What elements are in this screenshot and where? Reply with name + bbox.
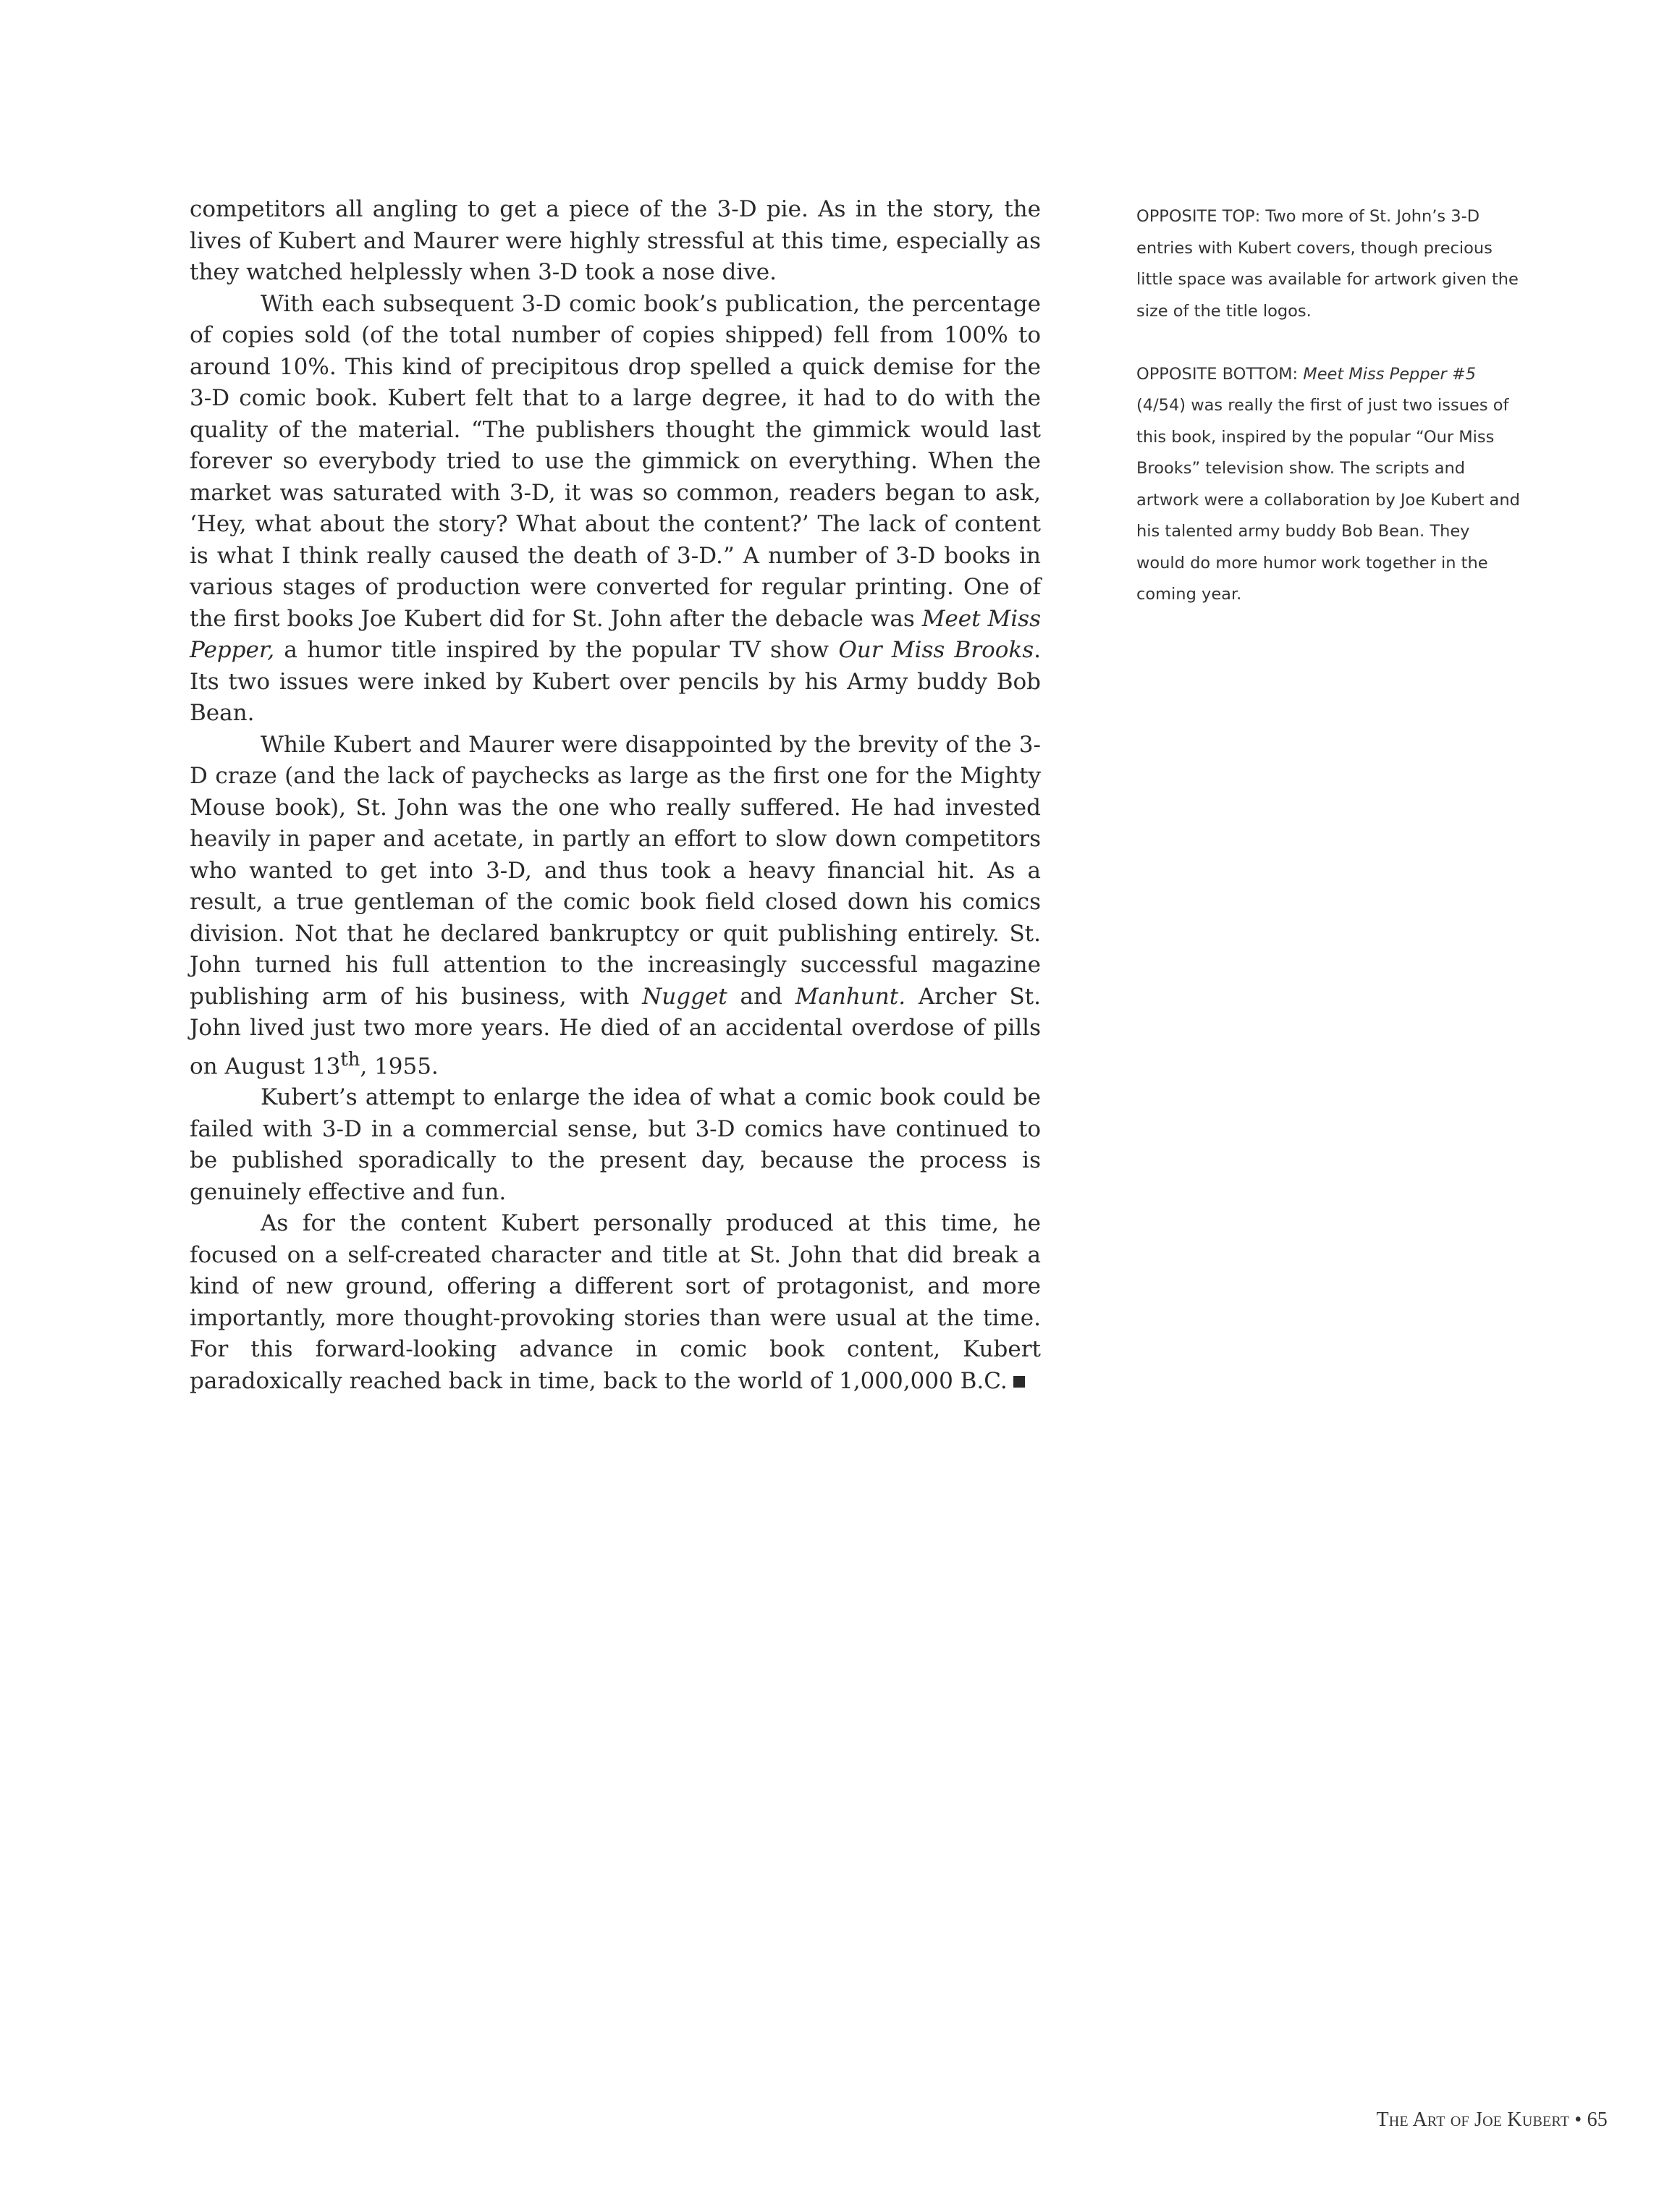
paragraph-3-text-d: , 1955. bbox=[360, 1052, 439, 1079]
main-article-text bbox=[190, 194, 1041, 1397]
running-footer-title: The Art of Joe Kubert bbox=[1376, 2108, 1570, 2131]
ordinal-superscript: th bbox=[340, 1048, 360, 1071]
footer-separator: • bbox=[1569, 2108, 1587, 2131]
paragraph-2-text-c: . Its two issues were inked by Kubert over pencils by his Army buddy Bob Bean. bbox=[190, 637, 1041, 726]
paragraph-2-text-b: a humor title inspired by the popular TV show bbox=[274, 637, 839, 663]
paragraph-3-text-a: While Kubert and Maurer were disappointed by the brevity of the 3-D craze (and the lack of paychecks as large as the first one for the Mighty Mouse book), St. John was the one who really suffered. He had invested heavily in paper and acetate, in partly an effort to slow down competitors who wanted to get into 3-D, and thus took a heavy financial hit. As a result, a true gentleman of the comic book field closed down his comics division. Not that he declared bankruptcy or quit publishing entirely. St. John turned his full attention to the increasingly successful magazine publishing arm of his business, with bbox=[190, 731, 1041, 1010]
paragraph-2-text-a: With each subsequent 3-D comic book’s publication, the percentage of copies sold (of the total number of copies shipped) fell from 100% to around 10%. This kind of precipitous drop spelled a quick demise for the 3-D comic book. Kubert felt that to a large degree, it had to do with the quality of the material. “The publishers thought the gimmick would last forever so everybody tried to use the gimmick on everything. When the market was saturated with 3-D, it was so common, readers began to ask, ‘Hey, what about the story? What about the content?’ The lack of content is what I think really caused the death of 3-D.” A number of 3-D books in various stages of production were converted for regular printing. One of the first books Joe Kubert did for St. John after the debacle was bbox=[190, 290, 1041, 632]
title-manhunt: Manhunt. bbox=[795, 983, 906, 1010]
paragraph-3 bbox=[190, 730, 1041, 1083]
paragraph-4 bbox=[190, 1082, 1041, 1208]
title-our-miss-brooks: Our Miss Brooks bbox=[838, 637, 1034, 663]
title-nugget: Nugget bbox=[642, 983, 727, 1010]
paragraph-5 bbox=[190, 1208, 1041, 1397]
page-footer bbox=[1376, 2108, 1608, 2132]
end-of-article-square-icon bbox=[1013, 1376, 1025, 1388]
paragraph-1 bbox=[190, 194, 1041, 289]
caption-opposite-bottom-text: (4/54) was really the first of just two issues of this book, inspired by the popular “Our Miss Brooks” television show. The scripts and artwork were a collaboration by Joe Kubert and his talented army buddy Bob Bean. They would do more humor work together in the coming year. bbox=[1136, 396, 1520, 604]
title-meet-miss-pepper: Meet Miss Pepper, bbox=[190, 605, 1041, 663]
caption-opposite-top bbox=[1136, 201, 1520, 327]
caption-opposite-bottom-label: OPPOSITE BOTTOM: bbox=[1136, 364, 1304, 384]
caption-sidebar bbox=[1136, 201, 1520, 642]
paragraph-4-text: Kubert’s attempt to enlarge the idea of what a comic book could be failed with 3-D in a commercial sense, but 3-D comics have continued to be published sporadically to the present day, because the process is genuinely effective and fun. bbox=[190, 1084, 1041, 1205]
caption-title-meet-miss-pepper: Meet Miss Pepper #5 bbox=[1303, 364, 1477, 384]
paragraph-3-text-c: Archer St. John lived just two more years. He died of an accidental overdose of pills on August 13 bbox=[190, 983, 1041, 1079]
page-number: 65 bbox=[1587, 2108, 1608, 2131]
caption-opposite-top-text: OPPOSITE TOP: Two more of St. John’s 3-D entries with Kubert covers, though precious little space was available for artwork given the size of the title logos. bbox=[1136, 207, 1519, 321]
paragraph-3-text-b: and bbox=[727, 983, 795, 1010]
paragraph-1-text: competitors all angling to get a piece of the 3-D pie. As in the story, the lives of Kubert and Maurer were highly stressful at this time, especially as they watched helplessly when 3-D took a nose dive. bbox=[190, 196, 1041, 285]
paragraph-2 bbox=[190, 289, 1041, 730]
paragraph-5-text: As for the content Kubert personally produced at this time, he focused on a self-created character and title at St. John that did break a kind of new ground, offering a different sort of protagonist, and more importantly, more thought-provoking stories than were usual at the time. For this forward-looking advance in comic book content, Kubert paradoxically reached back in time, back to the world of 1,000,000 B.C. bbox=[190, 1210, 1041, 1394]
caption-opposite-bottom bbox=[1136, 359, 1520, 611]
